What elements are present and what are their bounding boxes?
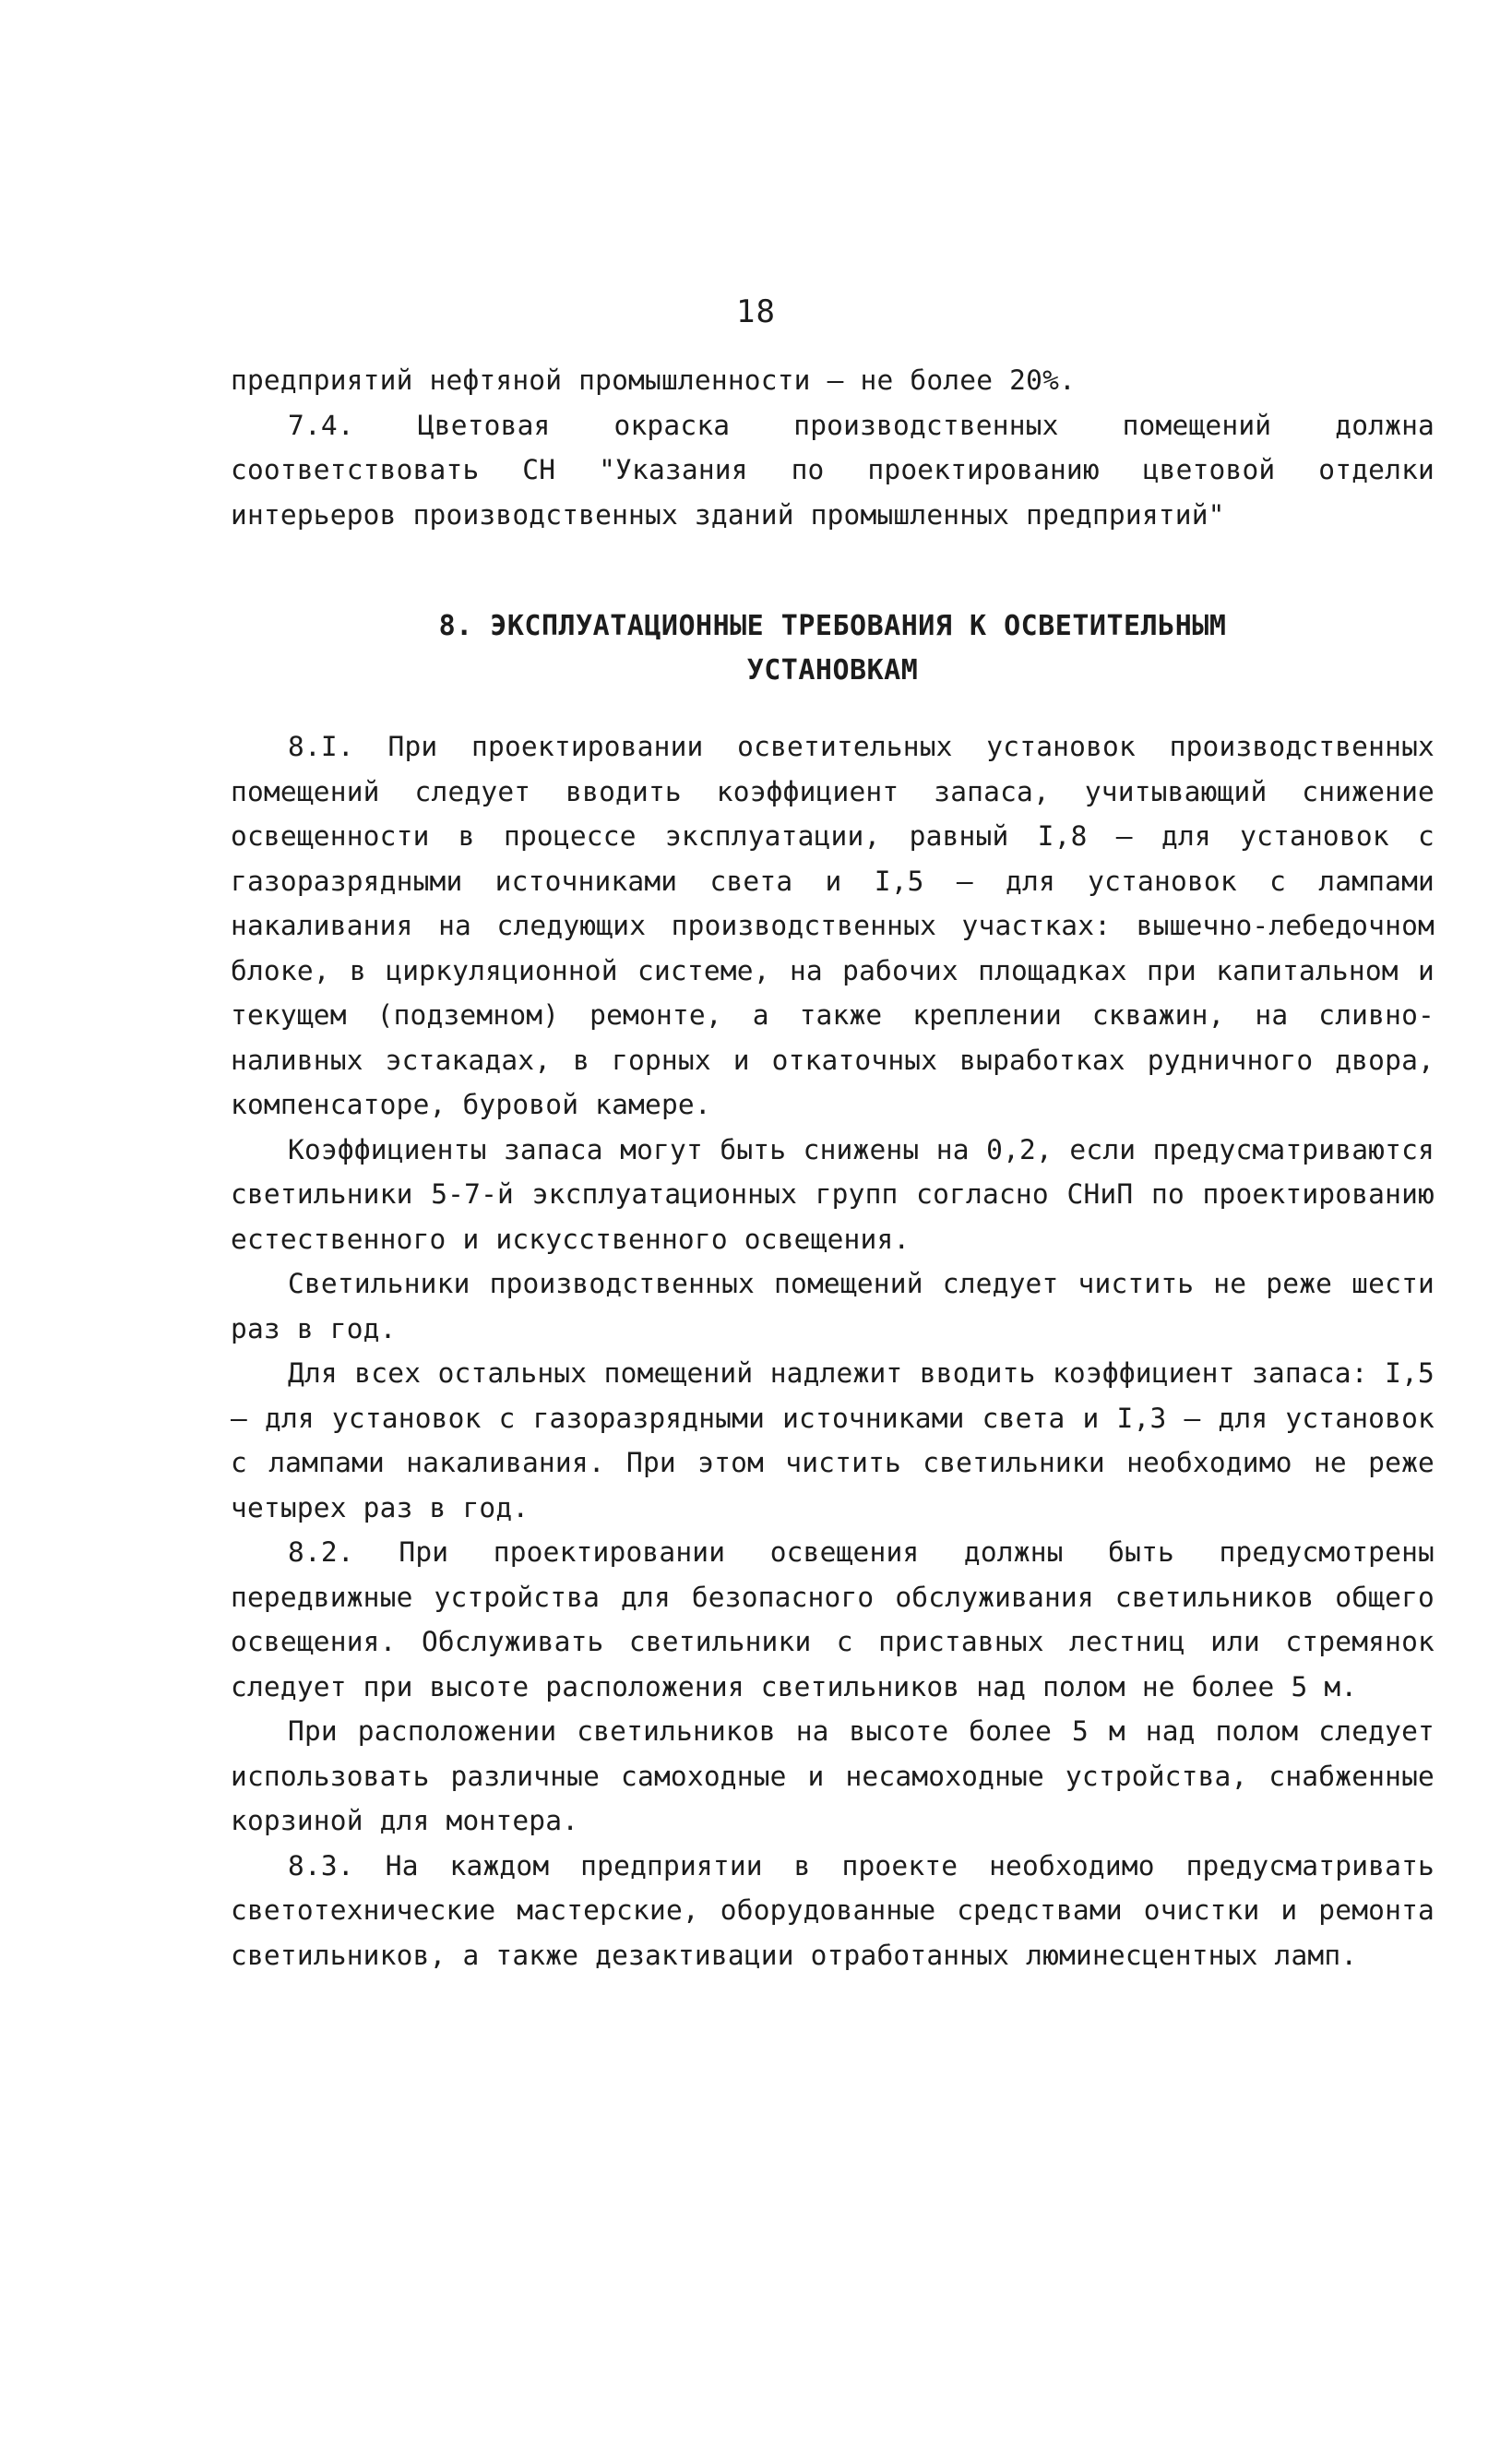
top-section (231, 358, 1435, 537)
paragraph-8-2: 8.2. При проектировании освещения должны быть предусмотрены передвижные устройства для безопасного обслуживания светильников общего освещения. Обслуживать светильники с приставных лестниц или стремянок следует при высоте расположения светильников над полом не более 5 м. (231, 1536, 1435, 1702)
paragraph-8-1: 8.I. При проектировании осветительных установок производственных помещений следует вводить коэффициент запаса, учитывающий снижение освещенности в процессе эксплуатации, равный I,8 – для установок с газоразрядными источниками света и I,5 – для установок с лампами накаливания на следующих производственных участках: вышечно-лебедочном блоке, в циркуляционной системе, на рабочих площадках при капитальном и текущем (подземном) ремонте, а также креплении скважин, на сливно-наливных эстакадах, в горных и откаточных выработках рудничного двора, компенсаторе, буровой камере. (231, 731, 1435, 1120)
section-heading-line1: 8. ЭКСПЛУАТАЦИОННЫЕ ТРЕБОВАНИЯ К ОСВЕТИТЕЛЬНЫМ (438, 610, 1227, 642)
paragraph-8-3: 8.3. На каждом предприятии в проекте необходимо предусматривать светотехнические мастерские, оборудованные средствами очистки и ремонта светильников, а также дезактивации отработанных люминесцентных ламп. (231, 1849, 1435, 1971)
paragraph-other-rooms: Для всех остальных помещений надлежит вводить коэффициент запаса: I,5 – для установок с газоразрядными источниками света и I,3 – для установок с лампами накаливания. При этом чистить светильники необходимо не реже четырех раз в год. (231, 1357, 1435, 1523)
paragraph-coefficients: Коэффициенты запаса могут быть снижены на 0,2, если предусматриваются светильники 5-7-й эксплуатационных групп согласно СНиП по проектированию естественного и искусственного освещения. (231, 1133, 1435, 1255)
section-heading-line2: УСТАНОВКАМ (746, 654, 919, 687)
section-body (231, 724, 1435, 1977)
paragraph-cleaning: Светильники производственных помещений следует чистить не реже шести раз в год. (231, 1268, 1435, 1344)
page-number: 18 (736, 293, 776, 330)
paragraph-height: При расположении светильников на высоте более 5 м над полом следует использовать различные самоходные и несамоходные устройства, снабженные корзиной для монтера. (231, 1715, 1435, 1836)
paragraph-7-4: 7.4. Цветовая окраска производственных помещений должна соответствовать СН "Указания по проектированию цветовой отделки интерьеров производственных зданий промышленных предприятий" (231, 409, 1435, 531)
continuation-text: предприятий нефтяной промышленности – не более 20%. (231, 364, 1076, 396)
section-heading (231, 604, 1435, 693)
